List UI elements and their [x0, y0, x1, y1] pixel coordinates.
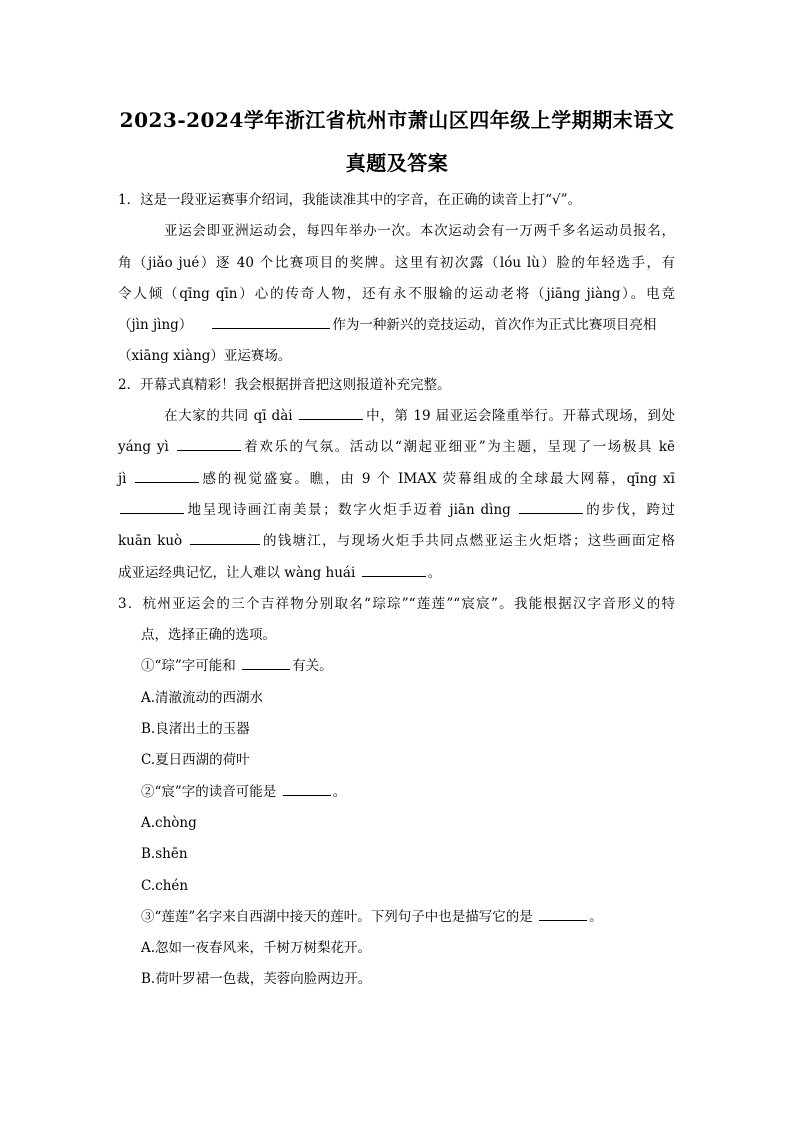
q2-paragraph-line [118, 432, 675, 463]
q1-paragraph-line [118, 310, 675, 341]
document-title-line2: 真题及答案 [345, 151, 449, 175]
question-3-stem: 点，选择正确的选项。 [141, 627, 276, 644]
option-item[interactable]: C.chén [141, 877, 189, 894]
option-item[interactable]: C.夏日西湖的荷叶 [141, 752, 250, 769]
answer-blank[interactable] [299, 405, 363, 420]
line-text: ①“琮”字可能和 [141, 658, 241, 675]
q2-paragraph-line [118, 401, 675, 432]
pinyin-text: （jìn jìng） [118, 317, 193, 334]
line-text: jì [118, 470, 133, 487]
answer-blank[interactable] [283, 781, 331, 796]
line-text: 作为一种新兴的竞技运动，首次作为正式比赛项目亮相 [332, 317, 657, 334]
answer-blank[interactable] [539, 906, 587, 921]
answer-blank[interactable] [190, 530, 260, 545]
q2-paragraph-line [118, 495, 675, 526]
line-text: yáng yì [118, 439, 175, 456]
line-text: ②“宸”字的读音可能是 [141, 783, 281, 800]
line-text: 。 [589, 908, 603, 925]
line-text: 感的视觉盛宴。瞧，由 9 个 IMAX 荧幕组成的全球最大网幕，qīng xī [200, 470, 675, 487]
line-text: 的步伐，跨过 [584, 501, 676, 518]
q3-sub-question-1 [118, 651, 675, 682]
option-item[interactable]: A.忽如一夜春风来，千树万树梨花开。 [141, 940, 372, 957]
q3-sub-question-2 [118, 777, 675, 808]
option-item[interactable]: B.良渚出土的玉器 [141, 721, 250, 738]
q2-paragraph-line [118, 558, 675, 589]
answer-blank[interactable] [242, 655, 290, 670]
option-item[interactable]: B.荷叶罗裙一色裁，芙蓉向脸两边开。 [141, 971, 372, 988]
line-text: 成亚运经典记忆，让人难以 wàng huái [118, 564, 360, 581]
document-body [118, 185, 675, 996]
q1-paragraph-line: 角（jiǎo jué）逐 40 个比赛项目的奖牌。这里有初次露（lóu lù）脸的年轻选手，有 [118, 254, 675, 271]
answer-blank[interactable] [135, 468, 199, 483]
option-item[interactable]: B.shēn [141, 846, 188, 863]
line-text: 在大家的共同 qī dài [164, 408, 298, 425]
line-text: kuān kuò [118, 533, 188, 550]
q2-paragraph-line [118, 526, 675, 557]
question-1-stem: 1．这是一段亚运赛事介绍词，我能读准其中的字音，在正确的读音上打“√”。 [118, 192, 581, 208]
line-text: 地呈现诗画江南美景；数字火炬手迈着 jiān dìng [186, 501, 517, 518]
option-item[interactable]: A.清澈流动的西湖水 [141, 689, 264, 706]
q1-paragraph-line: （xiāng xiàng）亚运赛场。 [118, 348, 292, 365]
q2-paragraph-line [118, 464, 675, 495]
question-3-stem: 3．杭州亚运会的三个吉祥物分别取名“琮琮”“莲莲”“宸宸”。我能根据汉字音形义的特 [118, 595, 675, 612]
line-text: 的钱塘江，与现场火炬手共同点燃亚运主火炬塔；这些画面定格 [261, 533, 675, 550]
question-2-stem: 2．开幕式真精彩！我会根据拼音把这则报道补充完整。 [118, 376, 451, 393]
answer-blank[interactable] [120, 499, 184, 514]
line-text: 。 [332, 783, 347, 800]
q1-paragraph-line: 令人倾（qīng qīn）心的传奇人物，还有永不服输的运动老将（jiāng jiàng）。电竞 [118, 285, 675, 302]
option-item[interactable]: A.chòng [141, 814, 197, 831]
answer-blank[interactable] [212, 314, 330, 329]
line-text: ③“莲莲”名字来自西湖中接天的莲叶。下列句子中也是描写它的是 [141, 908, 538, 925]
line-text: 中，第 19 届亚运会隆重举行。开幕式现场，到处 [365, 408, 676, 425]
line-text: 着欢乐的气氛。活动以“潮起亚细亚”为主题，呈现了一场极具 kē [242, 439, 676, 456]
answer-blank[interactable] [519, 499, 583, 514]
document-title-line1: 2023-2024学年浙江省杭州市萧山区四年级上学期期末语文 [119, 108, 675, 132]
line-text: 有关。 [292, 658, 333, 675]
line-text: 。 [427, 564, 442, 581]
q1-paragraph-line: 亚运会即亚洲运动会，每四年举办一次。本次运动会有一万两千多名运动员报名， [164, 223, 675, 240]
answer-blank[interactable] [177, 436, 241, 451]
answer-blank[interactable] [362, 562, 426, 577]
q3-sub-question-3 [118, 902, 675, 933]
